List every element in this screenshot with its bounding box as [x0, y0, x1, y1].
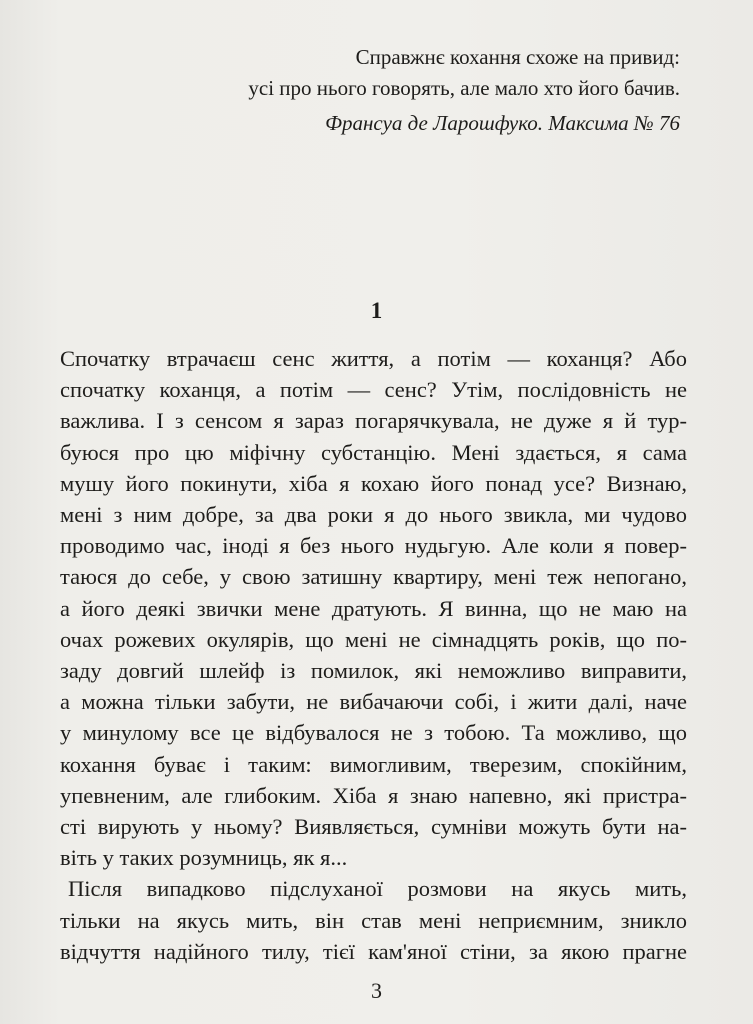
text-line: а його деякі звички мене дратують. Я винна, що не маю на: [60, 595, 687, 621]
epigraph-line: усі про нього говорять, але мало хто його бачив.: [248, 76, 680, 100]
text-line: Спочатку втрачаєш сенс життя, а потім — коханця? Або: [60, 346, 687, 371]
text-line: очах рожевих окулярів, що мені не сімнадцять років, що по-: [60, 626, 687, 652]
text-line: спочатку коханця, а потім — сенс? Утім, послідовність не: [60, 377, 687, 403]
text-line: заду довгий шлейф із помилок, які неможливо виправити,: [60, 658, 687, 684]
epigraph-line: Справжнє кохання схоже на привид:: [355, 45, 680, 69]
text-line: тільки на якусь мить, він став мені неприємним, зникло: [60, 907, 687, 933]
text-line: мушу його покинути, хіба я кохаю його понад усе? Визнаю,: [60, 470, 687, 496]
text-line: таюся до себе, у свою затишну квартиру, мені теж непогано,: [60, 564, 687, 590]
text-line: кохання буває і таким: вимогливим, тверезим, спокійним,: [60, 751, 687, 777]
epigraph: [150, 42, 680, 139]
epigraph-attribution: Франсуа де Ларошфуко. Максима № 76: [325, 111, 680, 135]
text-line: віть у таких розумниць, як я...: [60, 845, 348, 871]
text-line: буюся про цю міфічну субстанцію. Мені здається, я сама: [60, 439, 687, 465]
text-line: а можна тільки забути, не вибачаючи собі, і жити далі, наче: [60, 689, 687, 715]
text-line: мені з ним добре, за два роки я до нього звикла, ми чудово: [60, 502, 687, 528]
text-line: упевненим, але глибоким. Хіба я знаю напевно, які пристра-: [60, 782, 687, 808]
text-line: відчуття надійного тилу, тієї кам'яної стіни, за якою прагне: [60, 938, 687, 964]
text-line: сті вирують у ньому? Виявляється, сумніви можуть бути на-: [60, 814, 687, 840]
chapter-number: 1: [370, 298, 383, 323]
text-line: проводимо час, іноді я без нього нудьгую. Але коли я повер-: [60, 533, 687, 559]
body-text: [60, 343, 687, 967]
text-line: у минулому все це відбувалося не з тобою. Та можливо, що: [60, 720, 687, 746]
text-line: важлива. І з сенсом я зараз погарячкувала, не дуже я й тур-: [60, 408, 687, 434]
page-number: 3: [371, 978, 382, 1003]
text-line: Після випадково підслуханої розмови на якусь мить,: [68, 876, 687, 902]
